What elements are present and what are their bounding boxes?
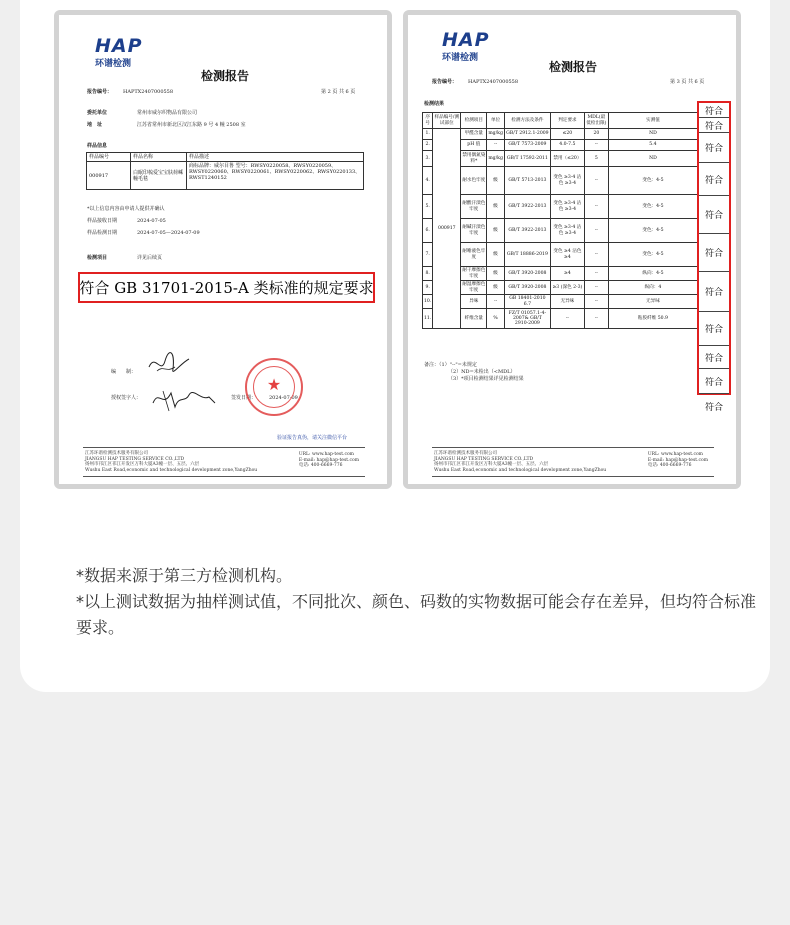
results-cell: 禁用偶氮染料* [461,151,487,167]
approver-label: 授权签字人： [111,395,142,401]
results-table-body [423,129,698,329]
footer-line: 江苏环谱检测技术服务有限公司 [434,451,497,456]
results-cell: 级 [487,219,505,243]
results-cell: 变色：4-5 [608,195,697,219]
results-cell: mg/kg [487,129,505,140]
results-cell: ND [608,129,697,140]
results-cell: 10. [423,295,433,309]
sample-table-cell: 商标品牌：威尔目鲁 型号：RWSY0220058、RWSY0220059、RWSY0220060、RWSY0220061、RWSY0220062、RWSY0220133、RWST1240152 [187,162,364,190]
approver-signature [149,383,219,413]
receive-date: 2024-07-05 [137,218,166,224]
results-cell: 级 [487,195,505,219]
footer-company-info [85,451,257,473]
page-number: 第 2 页 共 6 页 [321,89,356,95]
results-cell: 3. [423,151,433,167]
report-page-2-sheet [59,15,387,484]
results-header-cell: 序号 [423,113,433,129]
results-cell: 级 [487,243,505,267]
verdict-cell: 符合 [699,133,729,163]
results-cell: -- [584,167,608,195]
note-line: （3）*项目检测结果详见检测结果 [448,376,524,382]
results-table-row [423,267,698,281]
footer-line: E-mail: hap@hap-test.com [647,457,708,463]
verdict-cell: 符合 [699,163,729,196]
results-cell: ≥3 (深色 2-3) [550,281,584,295]
hap-logo-mark: HAP [442,29,490,51]
results-cell: 8. [423,267,433,281]
results-cell: 变色 ≥3-4 沾色 ≥3-4 [550,167,584,195]
results-cell: 变色 ≥3-4 沾色 ≥3-4 [550,219,584,243]
results-cell: 20 [584,129,608,140]
results-cell: ≥4 [550,267,584,281]
results-cell: 耐碱汗渍色牢度 [461,219,487,243]
results-table-row [423,195,698,219]
report-title: 检测报告 [201,69,250,83]
results-cell: 耐唾液色牢度 [461,243,487,267]
results-table-row [423,167,698,195]
results-cell: -- [584,295,608,309]
results-cell: 无异味 [550,295,584,309]
results-cell: 耐干摩擦色牢度 [462,268,486,279]
verdict-highlight-column [697,101,731,413]
results-cell: 4.0-7.5 [550,140,584,151]
receive-date-label: 样品接收日期 [87,218,118,224]
results-cell: pH 值 [461,140,487,151]
results-cell: 变色 ≥3-4 沾色 ≥3-4 [550,195,584,219]
sign-date: 2024-07-09 [269,395,298,401]
results-cell: GB/T 7573-2009 [504,140,550,151]
verdict-cell: 符合 [699,346,729,369]
results-cell: ≤20 [550,129,584,140]
results-table-row [423,309,698,329]
footer-company-info [434,451,606,473]
results-cell: 级 [487,281,505,295]
results-header-cell: 检测方法及条件 [504,113,550,129]
results-header-cell: 检测项目 [461,113,487,129]
results-cell: 耐湿摩擦色牢度 [462,282,486,293]
results-header-cell: MDL(最低检出限) [584,113,608,129]
confirm-note: *以上信息内容由申请人提供并确认 [87,206,165,212]
footer-contact-info [299,452,359,469]
report-no: HAPTX2407000558 [468,79,519,85]
official-seal-icon: ★ [245,358,303,416]
results-cell: 7. [423,243,433,267]
client-value: 常州市威尔织物品有限公司 [137,110,198,116]
results-cell: GB/T 3920-2008 [504,281,550,295]
results-cell: -- [487,295,505,309]
disclaimer-notes [76,563,766,641]
results-cell: -- [584,281,608,295]
results-cell: 无异味 [608,295,697,309]
verdict-cell: 符合 [699,234,729,272]
results-cell: 11. [423,309,433,329]
test-date: 2024-07-05—2024-07-09 [137,230,200,236]
note-line: 备注：（1）"--"=未规定 [424,362,477,368]
results-cell: GB/T 5713-2013 [504,167,550,195]
report-no-label: 报告编号： [87,89,113,95]
verdict-cell: 符合 [699,103,729,118]
hap-logo-mark: HAP [95,35,143,57]
results-table [422,112,698,329]
footer-line: 电话: 400-6669-776 [298,463,343,468]
results-cell: 异味 [461,295,487,309]
address-value: 江苏省常州市新北区汉江东路 9 号 4 幢 2508 室 [137,122,246,128]
results-cell: ND [608,151,697,167]
sign-date-label: 签发日期： [231,395,257,401]
results-cell: -- [584,309,608,329]
verdict-cell: 符合 [704,402,723,413]
results-cell: 5.4 [608,140,697,151]
results-cell: 变色：4-5 [608,219,697,243]
results-label: 检测结果 [424,101,445,107]
results-header-cell: 实测值 [608,113,697,129]
results-cell: -- [487,140,505,151]
footer-line: 电话: 400-6669-776 [647,463,692,468]
results-cell: 变色 ≥4 沾色 ≥4 [550,243,584,267]
sample-table-header-cell: 样品名称 [131,153,187,162]
results-cell: GB/T 18886-2019 [504,243,550,267]
test-items: 详见后续页 [137,255,163,261]
page-number: 第 3 页 共 6 页 [670,79,705,85]
footer-line: 江苏环谱检测技术服务有限公司 [85,451,148,456]
results-cell: 级 [487,167,505,195]
test-items-label: 检测项目 [87,255,108,261]
results-cell: 5. [423,195,433,219]
results-cell: 纵向：4 [608,281,697,295]
results-cell: 2. [423,140,433,151]
report-page-3-sheet [408,15,736,484]
results-cell: 变色：4-5 [608,243,697,267]
hap-logo [95,35,143,69]
footer-line: 扬州市邗江区邗江开发区万科大厦A3幢一层、五层、六层 [434,462,549,467]
footer-line: URL: www.hap-test.com [298,452,354,457]
results-header-cell: 样品编号/测试部位 [433,113,461,129]
editor-label: 编 制： [111,369,137,375]
disclaimer-line: *数据来源于第三方检测机构。 [76,566,293,585]
sample-table-row [87,162,364,190]
conclusion-highlight [78,272,375,303]
footer-line: JIANGSU HAP TESTING SERVICE CO.,LTD [85,456,185,462]
results-cell: GB 18401-2010 6.7 [504,295,550,309]
report-footer [83,447,365,477]
report-title: 检测报告 [549,60,598,74]
report-no: HAPTX2407000558 [123,89,174,95]
results-cell: GB/T 2912.1-2009 [504,129,550,140]
results-cell: GB/T 3920-2008 [504,267,550,281]
results-cell: FZ/T 01057.1-4-2007& GB/T 2910-2009 [504,309,550,329]
test-date-label: 样品检测日期 [87,230,118,236]
hap-logo-subtitle: 环谱检测 [442,53,479,63]
results-cell: 甲醛含量 [461,129,487,140]
report-page-2 [54,10,392,489]
results-cell: mg/kg [487,151,505,167]
results-cell: 变色：4-5 [608,167,697,195]
note-line: （2）ND=未检出（<MDL） [448,369,516,375]
sample-table-cell: 000917 [87,162,131,190]
footer-line: URL: www.hap-test.com [647,452,703,457]
footer-line: Wushu East Road,economic and technological development zone,YangZhou [85,467,258,473]
report-no-label: 报告编号： [432,79,458,85]
results-cell: 纤维含量 [461,309,487,329]
results-cell: 耐水色牢度 [461,167,487,195]
results-cell: -- [584,267,608,281]
results-table-row [423,151,698,167]
footer-line: JIANGSU HAP TESTING SERVICE CO.,LTD [434,456,534,462]
results-cell: 级 [487,267,505,281]
results-cell: GB/T 3922-2013 [504,219,550,243]
results-table-row [423,129,698,140]
results-cell: 4. [423,167,433,195]
results-table-row [423,243,698,267]
results-cell: -- [584,243,608,267]
results-cell: 粘胶纤维 50.9 [608,309,697,329]
results-table-row [423,281,698,295]
results-table-row [423,140,698,151]
results-table-row [423,295,698,309]
results-table-header [423,113,698,129]
sample-table-header-cell: 样品编号 [87,153,131,162]
results-cell: 禁用（≤20） [550,151,584,167]
report-footer [432,447,714,477]
verdict-cell: 符合 [699,196,729,234]
results-table-row [423,219,698,243]
results-cell: -- [550,309,584,329]
footer-line: Wushu East Road,economic and technological development zone,YangZhou [434,467,607,473]
footer-contact-info [648,452,708,469]
footer-line: E-mail: hap@hap-test.com [298,457,359,463]
footer-line: 扬州市邗江区邗江开发区万科大厦A3幢一层、五层、六层 [85,462,200,467]
results-cell: 耐酸汗渍色牢度 [461,195,487,219]
results-cell: 6. [423,219,433,243]
report-page-3 [403,10,741,489]
hap-logo [442,29,490,63]
client-label: 委托单位 [87,110,108,116]
sample-table-cell: 白眠印梳爱宝宝肤荷嵊幢毛毯 [131,162,187,190]
editor-signature [145,349,195,379]
sample-table [86,152,364,190]
results-cell: -- [584,140,608,151]
verdict-cell: 符合 [699,369,729,394]
address-label: 地 址 [87,122,103,128]
content-card [20,0,770,692]
verdict-cell: 符合 [699,118,729,133]
verdict-cell: 符合 [699,272,729,312]
results-cell: GB/T 3922-2013 [504,195,550,219]
sample-table-header-cell: 样品描述 [187,153,364,162]
results-cell: GB/T 17592-2011 [504,151,550,167]
sample-table-header [87,153,364,162]
results-cell: -- [584,219,608,243]
verify-link[interactable]: 验证报告真伪，请关注微信平台 [277,435,348,441]
results-header-cell: 单位 [487,113,505,129]
verdict-cell: 符合 [699,312,729,346]
disclaimer-line: *以上测试数据为抽样测试值，不同批次、颜色、码数的实物数据可能会存在差异，但均符合标准要求。 [76,592,757,637]
sample-info-label: 样品信息 [87,143,108,149]
results-cell: 1. [423,129,433,140]
results-header-cell: 判定要求 [550,113,584,129]
results-cell: 纵向：4-5 [608,267,697,281]
results-cell: % [487,309,505,329]
results-cell: -- [584,195,608,219]
hap-logo-subtitle: 环谱检测 [95,59,132,69]
results-sample-no: 000917 [433,129,461,329]
results-cell: 5 [584,151,608,167]
results-cell: 9. [423,281,433,295]
conclusion-text: 符合 GB 31701-2015-A 类标准的规定要求 [79,279,374,297]
